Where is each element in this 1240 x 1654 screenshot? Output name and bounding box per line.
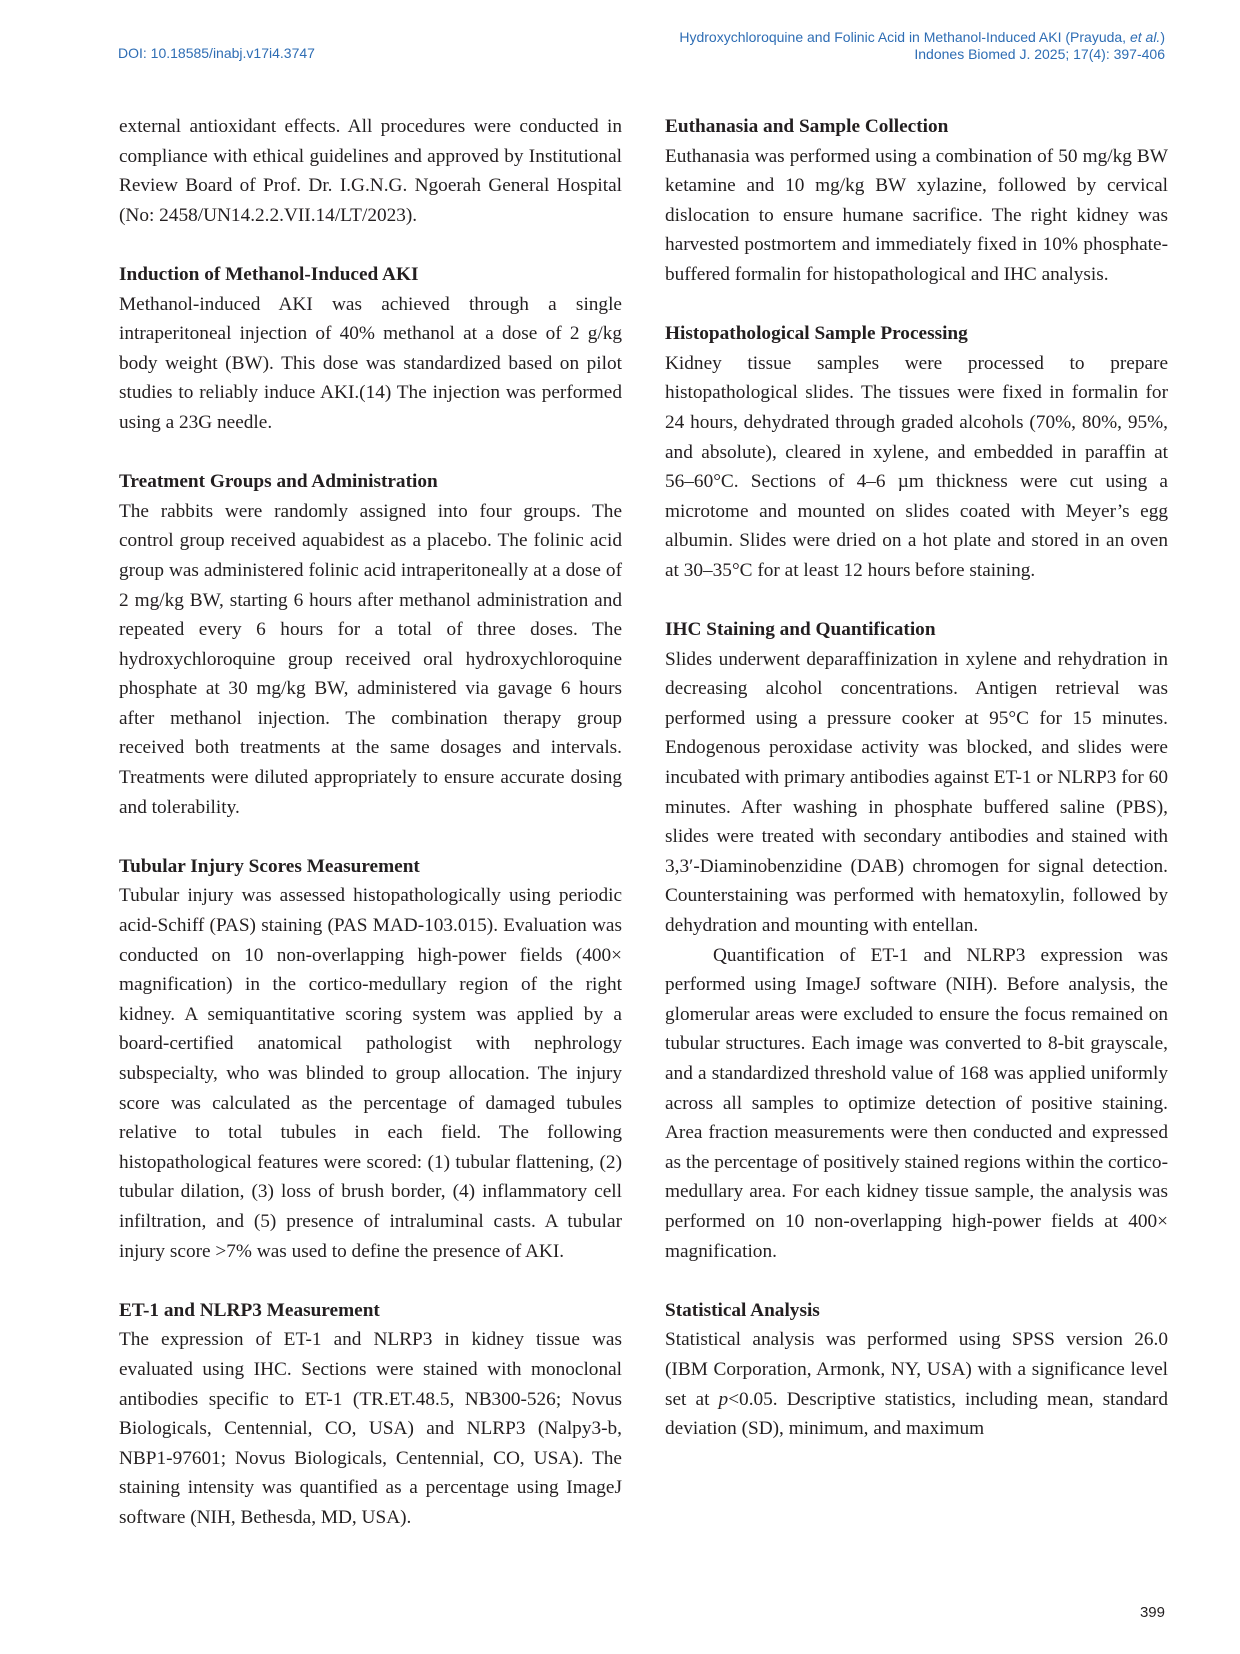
section-heading: Treatment Groups and Administration — [119, 471, 438, 493]
right-column — [665, 112, 1168, 1444]
paragraph: Kidney tissue samples were processed to prepare histopathological slides. The tissues were fixed in formalin for 24 hours, dehydrated through graded alcohols (70%, 80%, 95%, and absolute), cleared in xylene, and embedded in paraffin at 56–60°C. Sections of 4–6 µm thickness were cut using a microtome and mounted on slides coated with Meyer’s egg albumin. Slides were dried on a hot plate and stored in an oven at 30–35°C for at least 12 hours before staining. — [665, 352, 1168, 581]
running-header — [545, 29, 1165, 63]
page-number: 399 — [1139, 1604, 1165, 1621]
paragraph: Tubular injury was assessed histopathologically using periodic acid-Schiff (PAS) staining (PAS MAD-103.015). Evaluation was conducted on 10 non-overlapping high-power fields (400× magnification) in the cortico-medullary region of the right kidney. A semiquantitative scoring system was applied by a board-certified anatomical pathologist with nephrology subspecialty, who was blinded to group allocation. The injury score was calculated as the percentage of damaged tubules relative to total tubules in each field. The following histopathological features were scored: (1) tubular flattening, (2) tubular dilation, (3) loss of brush border, (4) inflammatory cell infiltration, and (5) presence of intraluminal casts. A tubular injury score >7% was used to define the presence of AKI. — [119, 885, 622, 1262]
section-heading: Statistical Analysis — [665, 1299, 820, 1321]
left-column — [119, 112, 622, 1533]
paragraph: Quantification of ET-1 and NLRP3 expression was performed using ImageJ software (NIH). Before analysis, the glomerular areas were excluded to ensure the focus remained on tubular structures. Each image was converted to 8-bit grayscale, and a standardized threshold value of 168 was applied uniformly across all samples to optimize detection of positive staining. Area fraction measurements were then conducted and expressed as the percentage of positively stained regions within the cortico-medullary area. For each kidney tissue sample, the analysis was performed on 10 non-overlapping high-power fields at 400× magnification. — [665, 944, 1168, 1262]
section-heading: Tubular Injury Scores Measurement — [119, 855, 420, 877]
paragraph: Statistical analysis was performed using SPSS version 26.0 (IBM Corporation, Armonk, NY, USA) with a significance level set at p<0.05. Descriptive statistics, including mean, standard deviation (SD), minimum, and maximum — [665, 1329, 1168, 1440]
doi[interactable]: DOI: 10.18585/inabj.v17i4.3747 — [118, 45, 315, 61]
section-heading: ET-1 and NLRP3 Measurement — [119, 1299, 380, 1321]
paragraph: The rabbits were randomly assigned into four groups. The control group received aquabidest as a placebo. The folinic acid group was administered folinic acid intraperitoneally at a dose of 2 mg/kg BW, starting 6 hours after methanol administration and repeated every 6 hours for a total of three doses. The hydroxychloroquine group received oral hydroxychloroquine phosphate at 30 mg/kg BW, administered via gavage 6 hours after methanol injection. The combination therapy group received both treatments at the same dosages and intervals. Treatments were diluted appropriately to ensure accurate dosing and tolerability. — [119, 500, 622, 818]
paragraph: The expression of ET-1 and NLRP3 in kidney tissue was evaluated using IHC. Sections were stained with monoclonal antibodies specific to ET-1 (TR.ET.48.5, NB300-526; Novus Biologicals, Centennial, CO, USA) and NLRP3 (Nalpy3-b, NBP1-97601; Novus Biologicals, Centennial, CO, USA). The staining intensity was quantified as a percentage using ImageJ software (NIH, Bethesda, MD, USA). — [119, 1329, 622, 1528]
paragraph: external antioxidant effects. All procedures were conducted in compliance with ethical guidelines and approved by Institutional Review Board of Prof. Dr. I.G.N.G. Ngoerah General Hospital (No: 2458/UN14.2.2.VII.14/LT/2023). — [119, 116, 622, 226]
paragraph: Slides underwent deparaffinization in xylene and rehydration in decreasing alcohol concentrations. Antigen retrieval was performed using a pressure cooker at 95°C for 15 minutes. Endogenous peroxidase activity was blocked, and slides were incubated with primary antibodies against ET-1 or NLRP3 for 60 minutes. After washing in phosphate buffered saline (PBS), slides were treated with secondary antibodies and stained with 3,3′-Diaminobenzidine (DAB) chromogen for signal detection. Counterstaining was performed with hematoxylin, followed by dehydration and mounting with entellan. — [665, 648, 1168, 937]
section-heading: Induction of Methanol-Induced AKI — [119, 263, 419, 285]
paragraph: Methanol-induced AKI was achieved through a single intraperitoneal injection of 40% methanol at a dose of 2 g/kg body weight (BW). This dose was standardized based on pilot studies to reliably induce AKI.(14) The injection was performed using a 23G needle. — [119, 293, 622, 433]
paragraph: Euthanasia was performed using a combination of 50 mg/kg BW ketamine and 10 mg/kg BW xylazine, followed by cervical dislocation to ensure humane sacrifice. The right kidney was harvested postmortem and immediately fixed in 10% phosphate-buffered formalin for histopathological and IHC analysis. — [665, 145, 1168, 285]
section-heading: IHC Staining and Quantification — [665, 619, 936, 641]
running-title: Hydroxychloroquine and Folinic Acid in Methanol-Induced AKI (Prayuda, et al.) — [679, 29, 1165, 45]
section-heading: Histopathological Sample Processing — [665, 323, 968, 345]
section-heading: Euthanasia and Sample Collection — [665, 116, 949, 137]
journal-citation: Indones Biomed J. 2025; 17(4): 397-406 — [914, 46, 1165, 62]
